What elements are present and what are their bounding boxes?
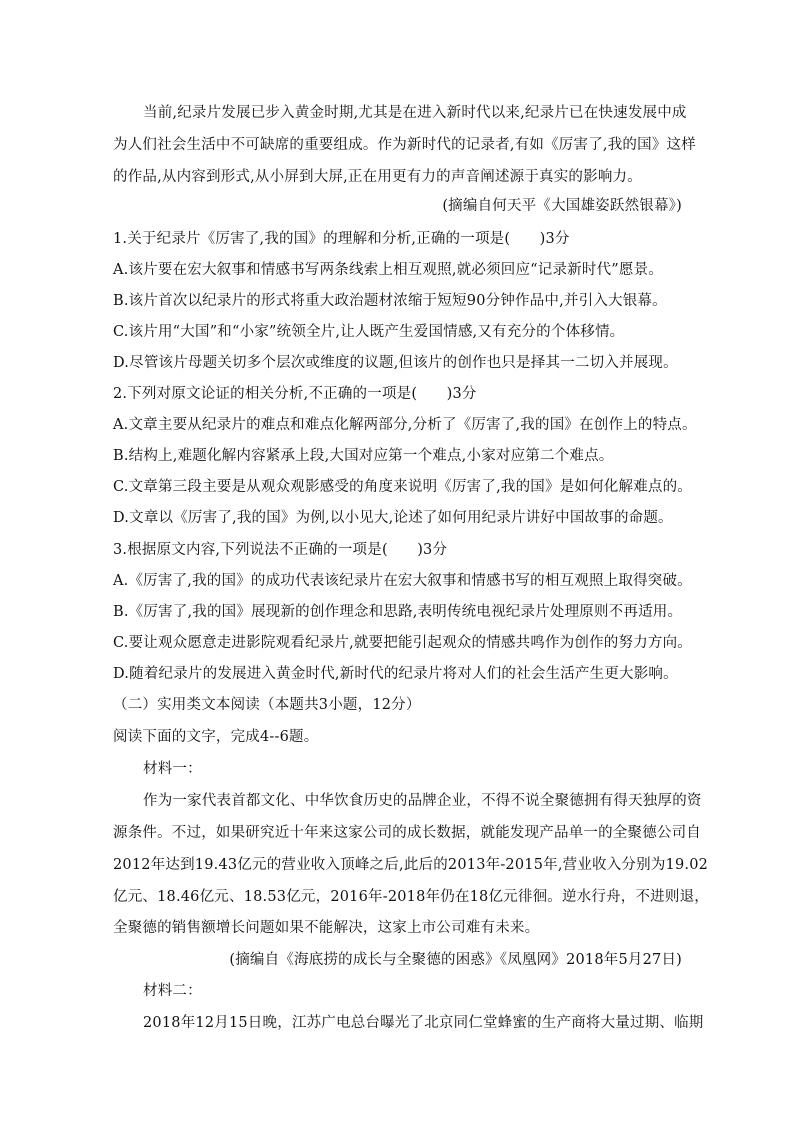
material-1-source: (摘编自《海底捞的成长与全聚德的困惑》《凤凰网》2018年5月27日) xyxy=(229,952,682,968)
question-2-stem: 2.下列对原文论证的相关分析,不正确的一项是( )3分 xyxy=(113,386,477,402)
question-1-option-d: D.尽管该片母题关切多个层次或维度的议题,但该片的创作也只是择其一二切入并展现。 xyxy=(113,355,678,371)
material-1-line: 作为一家代表首都文化、中华饮食历史的品牌企业，不得不说全聚德拥有得天独厚的资 xyxy=(143,793,702,809)
passage-source: (摘编自何天平《大国雄姿跃然银幕》) xyxy=(442,198,682,214)
material-1-line: 亿元、18.46亿元、18.53亿元，2016年-2018年仍在18亿元徘徊。逆水行舟，不进则退， xyxy=(113,889,709,905)
question-3-option-c: C.要让观众愿意走进影院观看纪录片,就要把能引起观众的情感共鸣作为创作的努力方向。 xyxy=(113,635,692,651)
passage-line: 当前,纪录片发展已步入黄金时期,尤其是在进入新时代以来,纪录片已在快速发展中成 xyxy=(143,105,687,121)
section-heading: （二）实用类文本阅读（本题共3小题，12分） xyxy=(113,697,421,713)
material-2-line: 2018年12月15日晚，江苏广电总台曝光了北京同仁堂蜂蜜的生产商将大量过期、临期 xyxy=(143,1015,704,1031)
material-1-line: 源条件。不过，如果研究近十年来这家公司的成长数据，就能发现产品单一的全聚德公司自 xyxy=(113,825,701,841)
question-3-option-d: D.随着纪录片的发展进入黄金时代,新时代的纪录片将对人们的社会生活产生更大影响。 xyxy=(113,666,678,682)
question-2-option-a: A.文章主要从纪录片的难点和难点化解两部分,分析了《厉害了,我的国》在创作上的特点。 xyxy=(113,417,697,433)
question-1-option-a: A.该片要在宏大叙事和情感书写两条线索上相互观照,就必须回应“记录新时代”愿景。 xyxy=(113,262,664,278)
question-3-option-b: B.《厉害了,我的国》展现新的创作理念和思路,表明传统电视纪录片处理原则不再适用。 xyxy=(113,604,683,620)
question-1-option-c: C.该片用“大国”和“小家”统领全片,让人既产生爱国情感,又有充分的个体移情。 xyxy=(113,324,625,340)
question-2-option-c: C.文章第三段主要是从观众观影感受的角度来说明《厉害了,我的国》是如何化解难点的。 xyxy=(113,479,692,495)
question-3-stem: 3.根据原文内容,下列说法不正确的一项是( )3分 xyxy=(113,542,448,558)
material-1-label: 材料一： xyxy=(143,761,202,777)
passage-line: 为人们社会生活中不可缺席的重要组成。作为新时代的记录者,有如《厉害了,我的国》这样 xyxy=(113,137,696,153)
material-1-line: 2012年达到19.43亿元的营业收入顶峰之后,此后的2013年-2015年,营业收入分别为19.02 xyxy=(113,857,709,873)
question-1-stem: 1.关于纪录片《厉害了,我的国》的理解和分析,正确的一项是( )3分 xyxy=(113,231,570,247)
section-instruction: 阅读下面的文字，完成4--6题。 xyxy=(113,729,319,745)
passage-line: 的作品,从内容到形式,从小屏到大屏,正在用更有力的声音阐述源于真实的影响力。 xyxy=(113,169,642,185)
question-2-option-d: D.文章以《厉害了,我的国》为例,以小见大,论述了如何用纪录片讲好中国故事的命题。 xyxy=(113,510,673,526)
material-1-line: 全聚德的销售额增长问题如果不能解决，这家上市公司难有未来。 xyxy=(113,920,540,936)
question-1-option-b: B.该片首次以纪录片的形式将重大政治题材浓缩于短短90分钟作品中,并引入大银幕。 xyxy=(113,293,667,309)
material-2-label: 材料二： xyxy=(143,983,202,999)
question-2-option-b: B.结构上,难题化解内容紧承上段,大国对应第一个难点,小家对应第二个难点。 xyxy=(113,448,614,464)
question-3-option-a: A.《厉害了,我的国》的成功代表该纪录片在宏大叙事和情感书写的相互观照上取得突破。 xyxy=(113,573,692,589)
